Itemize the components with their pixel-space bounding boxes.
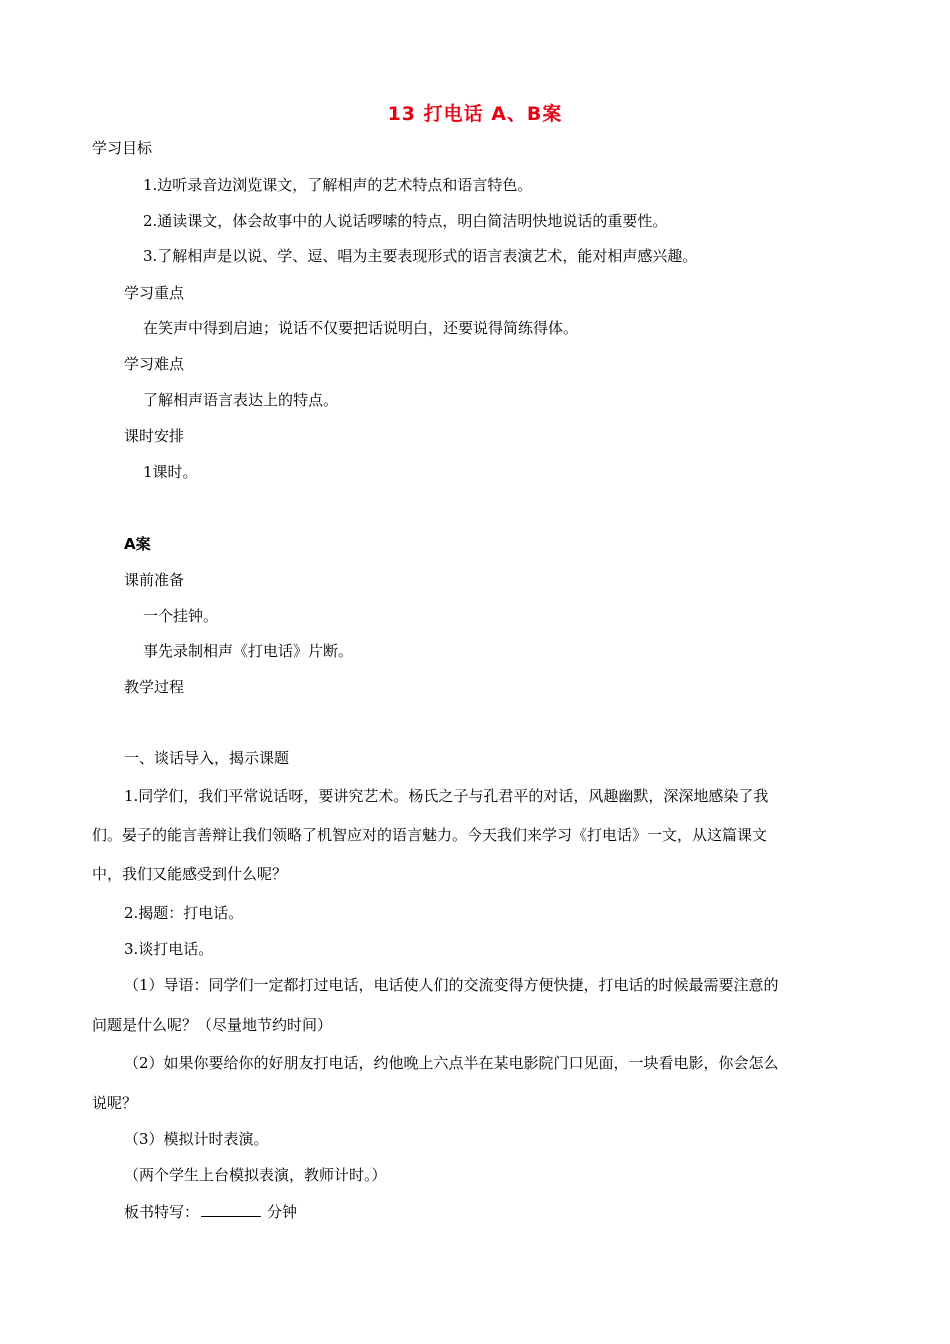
prep-heading: 课前准备 xyxy=(124,571,185,589)
board-writing-label: 板书特写： xyxy=(124,1203,200,1221)
difficulties-heading: 学习难点 xyxy=(124,355,185,373)
section1-heading: 一、谈话导入，揭示课题 xyxy=(124,749,290,767)
goal-item-2: 2.通读课文，体会故事中的人说话啰嗦的特点，明白简洁明快地说话的重要性。 xyxy=(143,212,668,230)
difficulties-text: 了解相声语言表达上的特点。 xyxy=(143,391,339,409)
schedule-heading: 课时安排 xyxy=(124,427,185,445)
key-points-text: 在笑声中得到启迪；说话不仅要把话说明白，还要说得简练得体。 xyxy=(143,319,579,337)
question-3: （3）模拟计时表演。 xyxy=(124,1130,269,1148)
board-writing-unit: 分钟 xyxy=(267,1203,298,1221)
key-points-heading: 学习重点 xyxy=(124,284,185,302)
paragraph-3: 3.谈打电话。 xyxy=(124,940,214,958)
question-2-line-1: （2）如果你要给你的好朋友打电话，约他晚上六点半在某电影院门口见面，一块看电影，你会怎么 xyxy=(124,1054,779,1072)
paragraph-1-line-2: 们。晏子的能言善辩让我们领略了机智应对的语言魅力。今天我们来学习《打电话》一文，从这篇课文 xyxy=(92,826,768,844)
paragraph-2: 2.揭题：打电话。 xyxy=(124,904,244,922)
document-title: 13 打电话 A、B案 xyxy=(387,103,563,125)
fill-blank xyxy=(201,1202,261,1217)
schedule-text: 1课时。 xyxy=(143,463,198,481)
goal-item-3: 3.了解相声是以说、学、逗、唱为主要表现形式的语言表演艺术，能对相声感兴趣。 xyxy=(143,247,698,265)
question-1-line-1: （1）导语：同学们一定都打过电话，电话使人们的交流变得方便快捷，打电话的时候最需要注意的 xyxy=(124,976,779,994)
question-3-note: （两个学生上台模拟表演，教师计时。） xyxy=(124,1166,387,1184)
plan-a-heading: A案 xyxy=(124,535,151,553)
question-2-line-2: 说呢？ xyxy=(92,1094,138,1112)
prep-item-1: 一个挂钟。 xyxy=(143,607,219,625)
goals-heading: 学习目标 xyxy=(92,139,153,157)
goal-item-1: 1.边听录音边浏览课文，了解相声的艺术特点和语言特色。 xyxy=(143,176,533,194)
process-heading: 教学过程 xyxy=(124,678,185,696)
prep-item-2: 事先录制相声《打电话》片断。 xyxy=(143,642,354,660)
board-writing-line xyxy=(124,1202,297,1222)
paragraph-1-line-1: 1.同学们，我们平常说话呀，要讲究艺术。杨氏之子与孔君平的对话，风趣幽默，深深地感染了我 xyxy=(124,787,769,805)
question-1-line-2: 问题是什么呢？（尽量地节约时间） xyxy=(92,1016,333,1034)
paragraph-1-line-3: 中，我们又能感受到什么呢？ xyxy=(92,865,288,883)
